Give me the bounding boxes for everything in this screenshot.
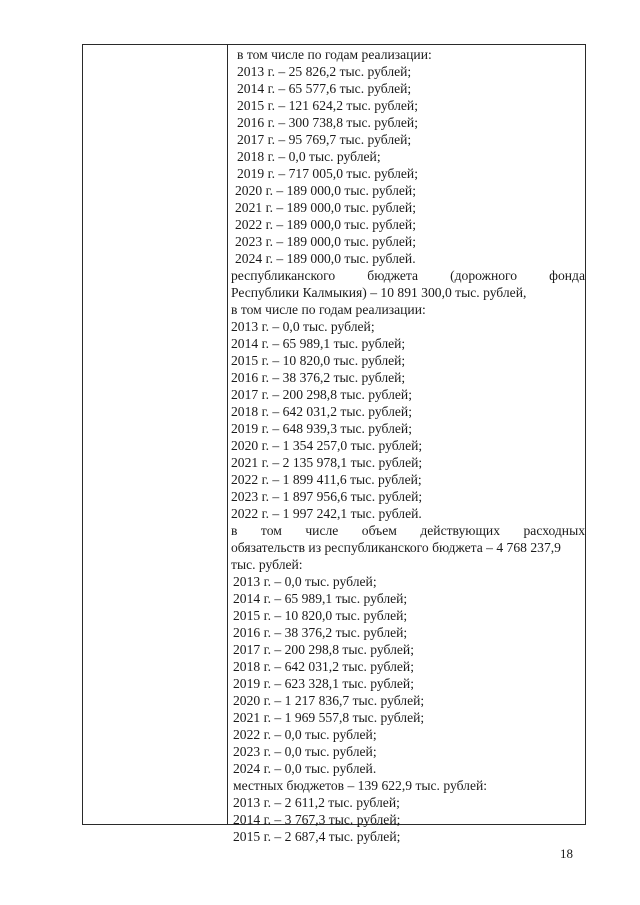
text-line: 2023 г. – 0,0 тыс. рублей; — [233, 744, 377, 759]
text-line: 2017 г. – 200 298,8 тыс. рублей; — [233, 642, 414, 657]
text-line: в том числе по годам реализации: — [231, 302, 426, 317]
text-line: 2022 г. – 1 997 242,1 тыс. рублей. — [231, 506, 422, 521]
text-line: 2015 г. – 121 624,2 тыс. рублей; — [237, 98, 418, 113]
text-line: 2019 г. – 623 328,1 тыс. рублей; — [233, 676, 414, 691]
text-line: 2015 г. – 2 687,4 тыс. рублей; — [233, 829, 401, 844]
text-line: обязательств из республиканского бюджета – 4 768 237,9 — [231, 540, 561, 555]
text-line: 2015 г. – 10 820,0 тыс. рублей; — [231, 353, 406, 368]
text-line: 2014 г. – 65 989,1 тыс. рублей; — [231, 336, 406, 351]
text-line: 2021 г. – 189 000,0 тыс. рублей; — [235, 200, 416, 215]
text-line: 2018 г. – 642 031,2 тыс. рублей; — [233, 659, 414, 674]
text-line: 2023 г. – 189 000,0 тыс. рублей; — [235, 234, 416, 249]
text-line: 2014 г. – 65 989,1 тыс. рублей; — [233, 591, 408, 606]
text-line: 2013 г. – 0,0 тыс. рублей; — [233, 574, 377, 589]
text-line: 2021 г. – 2 135 978,1 тыс. рублей; — [231, 455, 423, 470]
text-line: 2022 г. – 189 000,0 тыс. рублей; — [235, 217, 416, 232]
text-line: тыс. рублей: — [231, 557, 303, 572]
text-line: 2019 г. – 717 005,0 тыс. рублей; — [237, 166, 418, 181]
text-line: 2023 г. – 1 897 956,6 тыс. рублей; — [231, 489, 423, 504]
funding-table — [82, 44, 586, 844]
text-line: 2016 г. – 38 376,2 тыс. рублей; — [233, 625, 408, 640]
text-line: 2016 г. – 300 738,8 тыс. рублей; — [237, 115, 418, 130]
text-line: 2014 г. – 65 577,6 тыс. рублей; — [237, 81, 412, 96]
text-line: 2017 г. – 200 298,8 тыс. рублей; — [231, 387, 412, 402]
text-line: республиканского бюджета (дорожного фонда — [231, 268, 585, 283]
text-line: 2015 г. – 10 820,0 тыс. рублей; — [233, 608, 408, 623]
text-line: 2018 г. – 0,0 тыс. рублей; — [237, 149, 381, 164]
text-line: 2016 г. – 38 376,2 тыс. рублей; — [231, 370, 406, 385]
text-line: 2013 г. – 2 611,2 тыс. рублей; — [233, 795, 400, 810]
text-line: 2014 г. – 3 767,3 тыс. рублей; — [233, 812, 401, 827]
text-line: 2019 г. – 648 939,3 тыс. рублей; — [231, 421, 412, 436]
text-line: 2021 г. – 1 969 557,8 тыс. рублей; — [233, 710, 425, 725]
column-divider — [227, 45, 228, 824]
text-line: 2017 г. – 95 769,7 тыс. рублей; — [237, 132, 412, 147]
text-line: в том числе объем действующих расходных — [231, 523, 585, 538]
text-line: Республики Калмыкия) – 10 891 300,0 тыс. рублей, — [231, 285, 527, 300]
page-number: 18 — [560, 846, 573, 861]
text-line: 2013 г. – 0,0 тыс. рублей; — [231, 319, 375, 334]
text-line: 2022 г. – 1 899 411,6 тыс. рублей; — [231, 472, 422, 487]
funding-details-cell — [231, 46, 585, 845]
text-line: 2020 г. – 1 354 257,0 тыс. рублей; — [231, 438, 423, 453]
text-line: в том числе по годам реализации: — [237, 47, 432, 62]
text-line: 2020 г. – 1 217 836,7 тыс. рублей; — [233, 693, 425, 708]
text-line: 2022 г. – 0,0 тыс. рублей; — [233, 727, 377, 742]
text-line: 2013 г. – 25 826,2 тыс. рублей; — [237, 64, 412, 79]
text-line: 2024 г. – 189 000,0 тыс. рублей. — [235, 251, 416, 266]
text-line: 2018 г. – 642 031,2 тыс. рублей; — [231, 404, 412, 419]
text-line: 2020 г. – 189 000,0 тыс. рублей; — [235, 183, 416, 198]
text-line: 2024 г. – 0,0 тыс. рублей. — [233, 761, 377, 776]
text-line: местных бюджетов – 139 622,9 тыс. рублей: — [233, 778, 488, 793]
